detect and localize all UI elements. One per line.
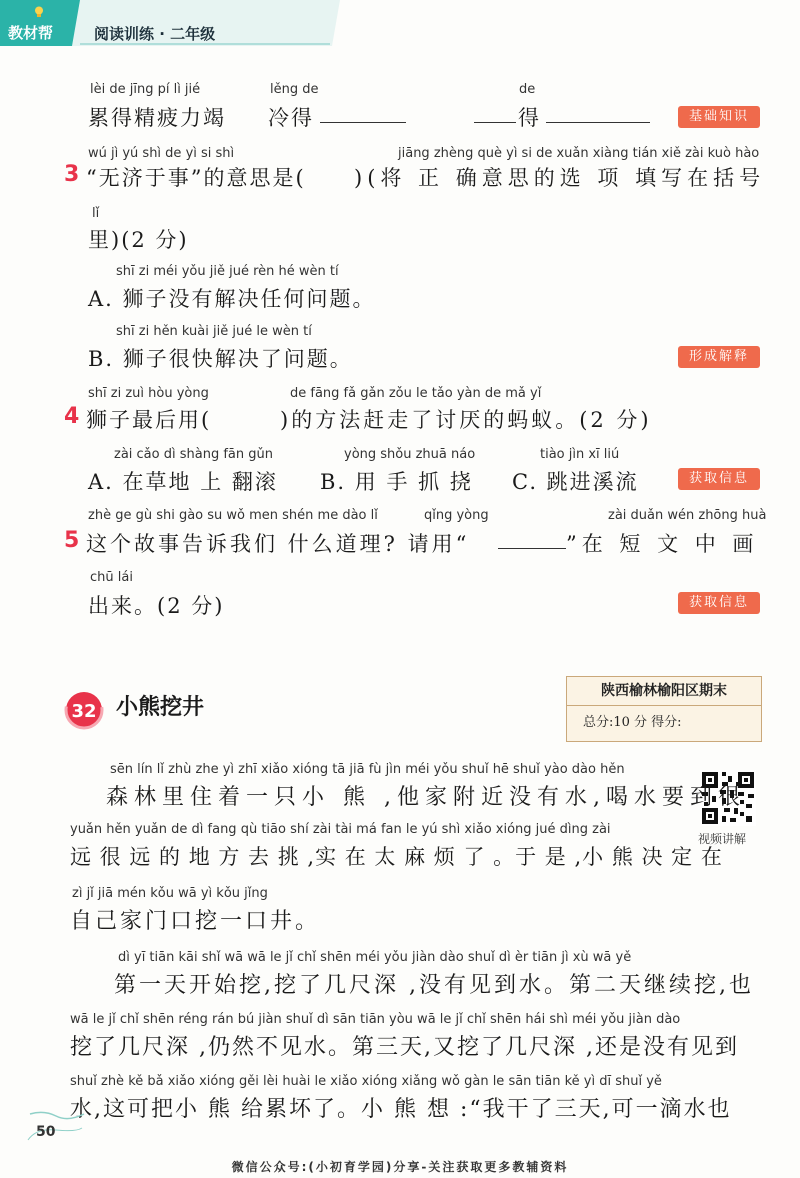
page-number-decoration bbox=[26, 1108, 86, 1148]
pinyin: shuǐ zhè kě bǎ xiǎo xióng gěi lèi huài le xiǎo xióng xiǎng wǒ gàn le sān tiān kě yì dī shuǐ yě bbox=[70, 1074, 662, 1089]
pinyin: zài duǎn wén zhōng huà bbox=[608, 508, 767, 523]
pinyin: shī zi zuì hòu yòng bbox=[88, 386, 209, 401]
lightbulb-icon bbox=[34, 6, 44, 18]
question-text: 出来。(2 分) bbox=[88, 594, 225, 618]
pinyin: dì yī tiān kāi shǐ wā wā le jǐ chǐ shēn méi yǒu jiàn dào shuǐ dì èr tiān jì xù wā yě bbox=[118, 950, 632, 965]
option-b[interactable]: B. 狮子很快解决了问题。 bbox=[88, 347, 353, 371]
brand-logo: 教材帮 bbox=[8, 24, 54, 42]
option-a[interactable]: A. 狮子没有解决任何问题。 bbox=[88, 287, 376, 311]
question-number: 3 bbox=[64, 162, 80, 187]
question-text: )的方法赶走了讨厌的蚂蚁。(2 分) bbox=[280, 408, 652, 432]
question-number: 4 bbox=[64, 404, 80, 429]
answer-blank[interactable] bbox=[474, 104, 516, 123]
pinyin: yuǎn hěn yuǎn de dì fang qù tiāo shí zài tài má fan le yú shì xiǎo xióng jué dìng zài bbox=[70, 822, 611, 837]
lesson-title: 小熊挖井 bbox=[116, 695, 205, 720]
skill-tag: 获取信息 bbox=[678, 592, 760, 614]
question-text: 狮子最后用( bbox=[86, 408, 212, 432]
skill-tag: 获取信息 bbox=[678, 468, 760, 490]
svg-text:32: 32 bbox=[71, 701, 97, 722]
answer-blank[interactable] bbox=[546, 104, 650, 123]
pinyin: de bbox=[519, 82, 536, 97]
story-line: 森林里住着一只小 熊 ,他家附近没有水,喝水要到很 bbox=[106, 785, 746, 810]
pinyin: zài cǎo dì shàng fān gǔn bbox=[114, 447, 273, 462]
question-number: 5 bbox=[64, 528, 80, 553]
pinyin: zì jǐ jiā mén kǒu wā yì kǒu jǐng bbox=[72, 886, 268, 901]
page-number: 50 bbox=[36, 1124, 56, 1140]
story-line: 远 很 远 的 地 方 去 挑 ,实 在 太 麻 烦 了 。于 是 ,小 熊 决 定 在 bbox=[70, 845, 723, 869]
question-text: 这个故事告诉我们 什么道理? 请用“ bbox=[86, 532, 470, 556]
pinyin: jiāng zhèng què yì si de xuǎn xiàng tián xiě zài kuò hào bbox=[398, 146, 760, 161]
skill-tag: 形成解释 bbox=[678, 346, 760, 368]
pinyin: shī zi hěn kuài jiě jué le wèn tí bbox=[116, 324, 312, 339]
answer-blank[interactable] bbox=[320, 104, 406, 123]
vocab-word: 得 bbox=[518, 106, 541, 130]
pinyin: qǐng yòng bbox=[424, 508, 489, 523]
story-line: 第一天开始挖,挖了几尺深 ,没有见到水。第二天继续挖,也 bbox=[114, 973, 754, 998]
exam-score: 总分:10 分 得分: bbox=[583, 715, 682, 730]
pinyin: lěng de bbox=[270, 82, 319, 97]
pinyin: lèi de jīng pí lì jié bbox=[90, 82, 201, 97]
question-text: ”在 短 文 中 画 bbox=[566, 532, 759, 556]
pinyin: lǐ bbox=[92, 206, 100, 221]
answer-blank[interactable] bbox=[498, 530, 566, 549]
pinyin: sēn lín lǐ zhù zhe yì zhī xiǎo xióng tā jiā fù jìn méi yǒu shuǐ hē shuǐ yào dào hěn bbox=[110, 762, 625, 777]
pinyin: yòng shǒu zhuā náo bbox=[344, 447, 476, 462]
option-b[interactable]: B. 用 手 抓 挠 bbox=[320, 470, 473, 494]
exam-source: 陕西榆林榆阳区期末 bbox=[567, 677, 761, 706]
option-a[interactable]: A. 在草地 上 翻滚 bbox=[88, 470, 278, 494]
question-text: “无济于事”的意思是( bbox=[86, 166, 306, 190]
pinyin: chū lái bbox=[90, 570, 133, 585]
vocab-word: 冷得 bbox=[268, 106, 314, 130]
exam-info-box bbox=[566, 676, 762, 742]
pinyin: tiào jìn xī liú bbox=[540, 447, 620, 462]
vocab-word: 累得精疲力竭 bbox=[88, 106, 226, 130]
pinyin: zhè ge gù shi gào su wǒ men shén me dào lǐ bbox=[88, 508, 378, 523]
lesson-number-badge bbox=[64, 690, 104, 730]
option-c[interactable]: C. 跳进溪流 bbox=[512, 470, 639, 494]
footer-note: 微信公众号:(小初育学园)分享-关注获取更多教辅资料 bbox=[231, 1160, 569, 1174]
book-title: 阅读训练 · 二年级 bbox=[94, 25, 216, 43]
pinyin: wā le jǐ chǐ shēn réng rán bú jiàn shuǐ dì sān tiān yòu wā le jǐ chǐ shēn hái shì méi yǒu jiàn dào bbox=[70, 1012, 681, 1027]
question-text: )(将 正 确意思的选 项 填写在括号 bbox=[354, 166, 766, 190]
story-line: 挖了几尺深 ,仍然不见水。第三天,又挖了几尺深 ,还是没有见到 bbox=[70, 1035, 739, 1060]
story-line: 水,这可把小 熊 给累坏了。小 熊 想 :“我干了三天,可一滴水也 bbox=[70, 1097, 732, 1122]
video-explain-label[interactable]: 视频讲解 bbox=[698, 832, 747, 846]
story-line: 自己家门口挖一口井。 bbox=[70, 909, 321, 934]
question-text: 里)(2 分) bbox=[88, 228, 189, 252]
pinyin: wú jì yú shì de yì si shì bbox=[88, 146, 235, 161]
skill-tag: 基础知识 bbox=[678, 106, 760, 128]
pinyin: de fāng fǎ gǎn zǒu le tǎo yàn de mǎ yǐ bbox=[290, 386, 542, 401]
pinyin: shī zi méi yǒu jiě jué rèn hé wèn tí bbox=[116, 264, 339, 279]
